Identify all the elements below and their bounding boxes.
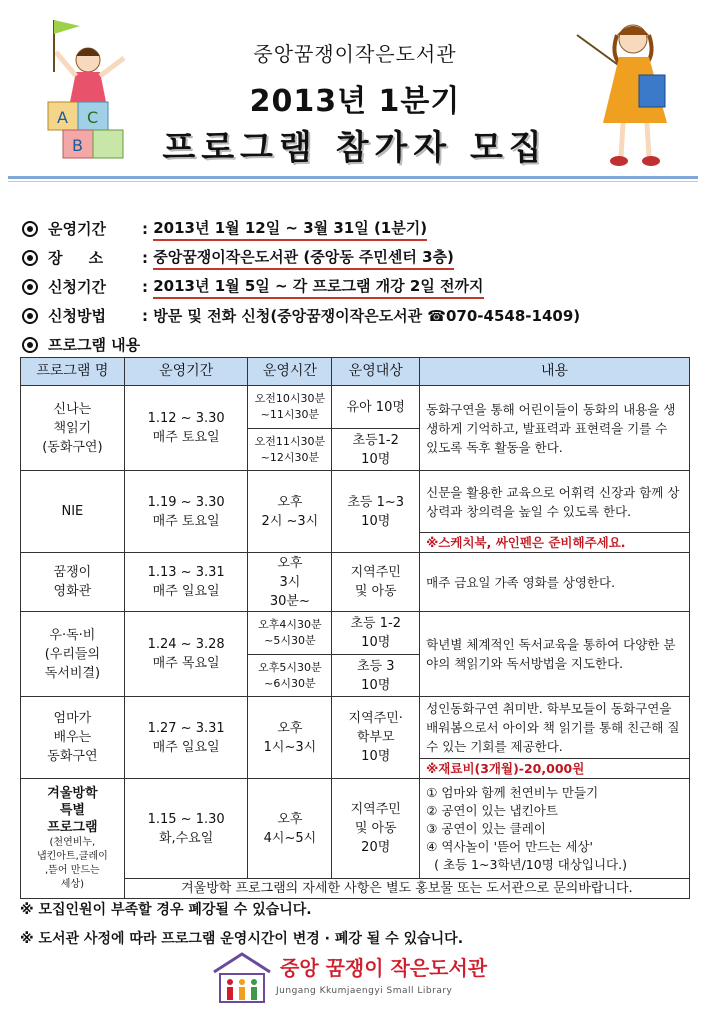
program-content: 신문을 활용한 교육으로 어휘력 신장과 함께 상상력과 창의력을 높일 수 있도록 한다. [420, 471, 690, 533]
bullet-icon [22, 221, 38, 237]
table-row [21, 697, 690, 759]
info-label: 신청방법 [48, 307, 106, 325]
library-logo-icon [210, 950, 274, 1006]
table-header-row [21, 358, 690, 386]
program-target: 초등1-2 10명 [332, 429, 420, 471]
note-item: ※ 모집인원이 부족할 경우 폐강될 수 있습니다. [20, 902, 312, 918]
program-period: 1.15 ~ 1.30 화,수요일 [124, 779, 248, 879]
bullet-icon [22, 279, 38, 295]
poster-header [0, 0, 710, 178]
program-time: 오후 3시 30분~ [248, 553, 332, 612]
logo-korean-text: 중앙 꿈쟁이 작은도서관 [280, 956, 488, 980]
info-label: 운영기간 [48, 220, 106, 238]
program-target: 지역주민· 학부모 10명 [332, 697, 420, 779]
col-header-program: 프로그램 명 [21, 358, 125, 386]
svg-text:C: C [87, 108, 99, 127]
program-note: ※스케치북, 싸인펜은 준비해주세요. [420, 533, 690, 553]
col-header-target: 운영대상 [332, 358, 420, 386]
program-period: 1.27 ~ 3.31 매주 일요일 [124, 697, 248, 779]
info-operation-period: 운영기간 : 2013년 1월 12일 ~ 3월 31일 (1분기) [22, 214, 702, 243]
program-content: 매주 금요일 가족 영화를 상영한다. [420, 553, 690, 612]
program-time: 오후 2시 ~3시 [248, 471, 332, 553]
info-location: 장 소 : 중앙꿈쟁이작은도서관 (중앙동 주민센터 3층) [22, 243, 702, 272]
info-value: 방문 및 전화 신청(중앙꿈쟁이작은도서관 ☎070-4548-1409) [153, 307, 581, 325]
program-name: NIE [21, 471, 125, 553]
program-target: 초등 3 10명 [332, 655, 420, 697]
program-content: 성인동화구연 취미반. 학부모들이 동화구연을 배워봄으로서 아이와 책 읽기를 통해 친근해 질 수 있는 기회를 제공한다. [420, 697, 690, 759]
program-time: 오후 1시~3시 [248, 697, 332, 779]
poster-title-recruit: 프로그램 참가자 모집 [162, 128, 548, 168]
info-label: 장 소 [48, 249, 104, 267]
program-target: 지역주민 및 아동 [332, 553, 420, 612]
info-label: 신청기간 [48, 278, 106, 296]
program-time: 오후5시30분~6시30분 [248, 655, 332, 697]
table-row [21, 553, 690, 612]
program-period: 1.12 ~ 3.30 매주 토요일 [124, 386, 248, 471]
program-name-sub: (천연비누, 냅킨아트,클레이 ,뜯어 만드는 세상) [36, 837, 108, 890]
info-program-content [22, 330, 702, 359]
program-period: 1.24 ~ 3.28 매주 목요일 [124, 612, 248, 697]
program-note: ※재료비(3개월)-20,000원 [420, 759, 690, 779]
bullet-icon [22, 308, 38, 324]
info-value: 2013년 1월 5일 ~ 각 프로그램 개강 2일 전까지 [153, 275, 483, 299]
program-target: 초등 1-2 10명 [332, 612, 420, 655]
svg-text:B: B [72, 136, 83, 155]
header-divider [8, 176, 698, 179]
program-name-cell [21, 779, 125, 899]
program-period: 1.13 ~ 3.31 매주 일요일 [124, 553, 248, 612]
table-row [21, 779, 690, 879]
program-time: 오후4시30분~5시30분 [248, 612, 332, 655]
program-time: 오전10시30분~11시30분 [248, 386, 332, 429]
program-period: 1.19 ~ 3.30 매주 토요일 [124, 471, 248, 553]
info-list [22, 214, 702, 359]
program-content: 동화구연을 통해 어린이들이 동화의 내용을 생생하게 기억하고, 발표력과 표현력을 기를 수 있도록 독후 활동을 한다. [420, 386, 690, 471]
program-content: 학년별 체계적인 독서교육을 통하여 다양한 분야의 책읽기와 독서방법을 지도한다. [420, 612, 690, 697]
content-item: ② 공연이 있는 냅킨아트 [426, 802, 558, 818]
program-name: 신나는 책읽기 (동화구연) [21, 386, 125, 471]
program-name: 겨울방학 특별 프로그램 [47, 786, 98, 835]
program-footnote: 겨울방학 프로그램의 자세한 사항은 별도 홍보물 또는 도서관으로 문의바랍니다. [124, 879, 689, 899]
program-name: 꿈쟁이 영화관 [21, 553, 125, 612]
content-item: ④ 역사놀이 '뜯어 만드는 세상' [426, 838, 593, 854]
table-row [21, 471, 690, 533]
table-row [21, 612, 690, 655]
info-value: 2013년 1월 12일 ~ 3월 31일 (1분기) [153, 217, 427, 241]
info-application-method: 신청방법 : 방문 및 전화 신청(중앙꿈쟁이작은도서관 ☎070-4548-1409) [22, 301, 702, 330]
content-item: ( 초등 1~3학년/10명 대상입니다.) [426, 856, 627, 872]
logo-english-text: Jungang Kkumjaengyi Small Library [276, 986, 453, 996]
content-item: ① 엄마와 함께 천연비누 만들기 [426, 784, 599, 800]
table-row [21, 386, 690, 429]
col-header-content: 내용 [420, 358, 690, 386]
program-time: 오후 4시~5시 [248, 779, 332, 879]
program-content [420, 779, 690, 879]
program-target: 지역주민 및 아동 20명 [332, 779, 420, 879]
program-name: 우·독·비 (우리들의 독서비결) [21, 612, 125, 697]
header-divider-thin [8, 181, 698, 182]
poster-title-quarter: 2013년 1분기 [249, 84, 461, 119]
notes [20, 898, 700, 956]
program-target: 유아 10명 [332, 386, 420, 429]
col-header-time: 운영시간 [248, 358, 332, 386]
content-item: ③ 공연이 있는 클레이 [426, 820, 546, 836]
note-item: ※ 도서관 사정에 따라 프로그램 운영시간이 변경 · 폐강 될 수 있습니다. [20, 931, 464, 947]
program-name: 엄마가 배우는 동화구연 [21, 697, 125, 779]
program-target: 초등 1~3 10명 [332, 471, 420, 553]
col-header-period: 운영기간 [124, 358, 248, 386]
program-table [20, 357, 690, 899]
bullet-icon [22, 337, 38, 353]
info-label: 프로그램 내용 [48, 336, 141, 354]
library-logo [210, 950, 510, 1010]
info-application-period: 신청기간 : 2013년 1월 5일 ~ 각 프로그램 개강 2일 전까지 [22, 272, 702, 301]
library-name: 중앙꿈쟁이작은도서관 [253, 42, 457, 66]
svg-text:A: A [57, 108, 68, 127]
program-time: 오전11시30분~12시30분 [248, 429, 332, 471]
bullet-icon [22, 250, 38, 266]
info-value: 중앙꿈쟁이작은도서관 (중앙동 주민센터 3층) [153, 246, 454, 270]
